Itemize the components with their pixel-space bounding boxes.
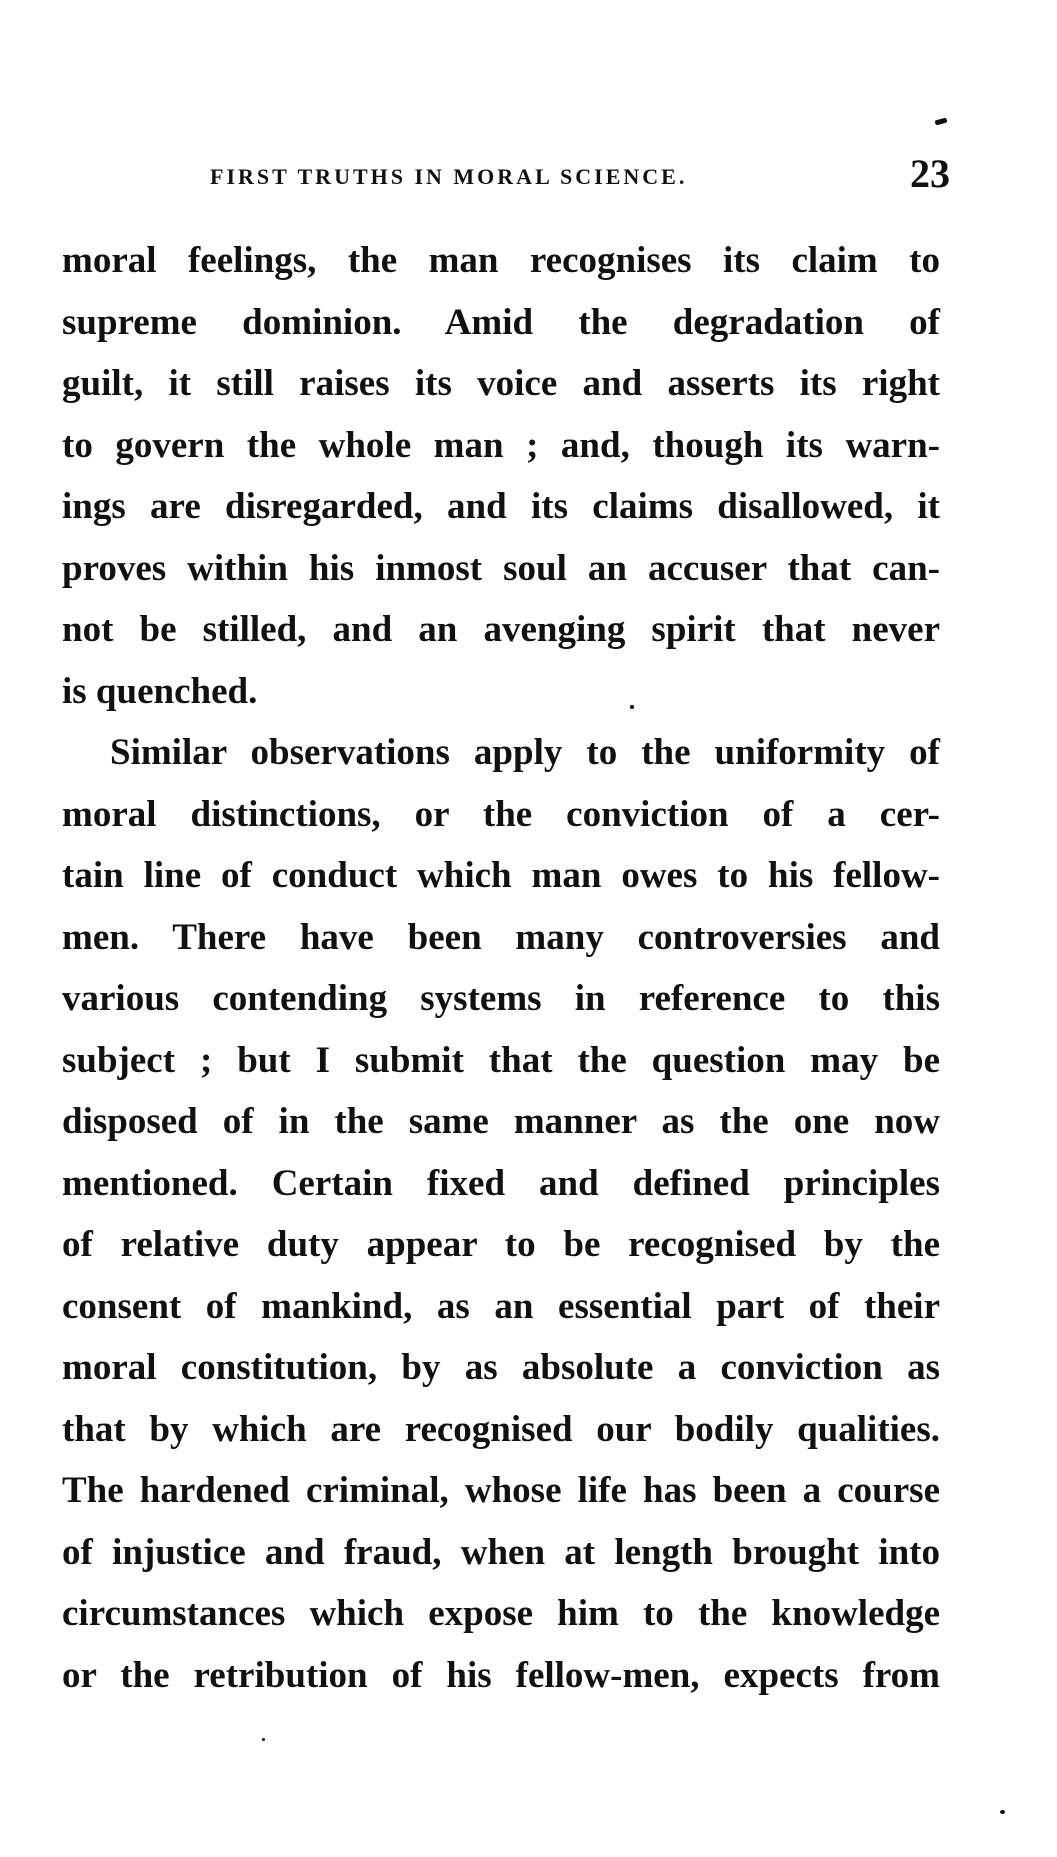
page-header xyxy=(60,150,950,200)
text-line: men. There have been many controversies and xyxy=(62,916,940,958)
ink-speck xyxy=(262,1738,265,1741)
running-title: FIRST TRUTHS IN MORAL SCIENCE. xyxy=(210,164,688,189)
text-line: is quenched. xyxy=(62,670,258,712)
text-line: moral constitution, by as absolute a conviction as xyxy=(62,1347,940,1388)
text-line: or the retribution of his fellow-men, expects from xyxy=(62,1654,940,1696)
ink-speck xyxy=(630,705,634,709)
paragraph-1 xyxy=(62,230,940,722)
body-text xyxy=(62,230,940,1706)
text-line: Similar observations apply to the uniformity of xyxy=(110,732,940,773)
text-line: of relative duty appear to be recognised by the xyxy=(62,1224,940,1265)
text-line: ings are disregarded, and its claims disallowed, it xyxy=(62,486,940,527)
text-line: circumstances which expose him to the knowledge xyxy=(62,1593,940,1634)
text-line: moral feelings, the man recognises its claim to xyxy=(62,240,940,281)
text-line: various contending systems in reference to this xyxy=(62,978,940,1019)
ink-speck xyxy=(935,118,948,126)
text-line: supreme dominion. Amid the degradation of xyxy=(62,301,940,343)
text-line: mentioned. Certain fixed and defined principles xyxy=(62,1162,940,1204)
text-line: subject ; but I submit that the question may be xyxy=(62,1039,940,1081)
ink-speck xyxy=(1000,1810,1005,1814)
text-line: that by which are recognised our bodily qualities. xyxy=(62,1408,940,1450)
text-line: not be stilled, and an avenging spirit that never xyxy=(62,609,940,650)
text-line: of injustice and fraud, when at length brought into xyxy=(62,1531,940,1573)
text-line: consent of mankind, as an essential part of their xyxy=(62,1285,940,1327)
text-line: disposed of in the same manner as the one now xyxy=(62,1101,940,1142)
text-line: proves within his inmost soul an accuser that can- xyxy=(62,547,940,589)
text-line: moral distinctions, or the conviction of a cer- xyxy=(62,793,940,835)
text-line: guilt, it still raises its voice and asserts its right xyxy=(62,363,940,404)
paragraph-2 xyxy=(62,722,940,1706)
page-number: 23 xyxy=(910,151,950,196)
text-line: to govern the whole man ; and, though its warn- xyxy=(62,424,940,466)
text-line: tain line of conduct which man owes to his fellow- xyxy=(62,855,940,896)
text-line: The hardened criminal, whose life has been a course xyxy=(62,1470,940,1511)
